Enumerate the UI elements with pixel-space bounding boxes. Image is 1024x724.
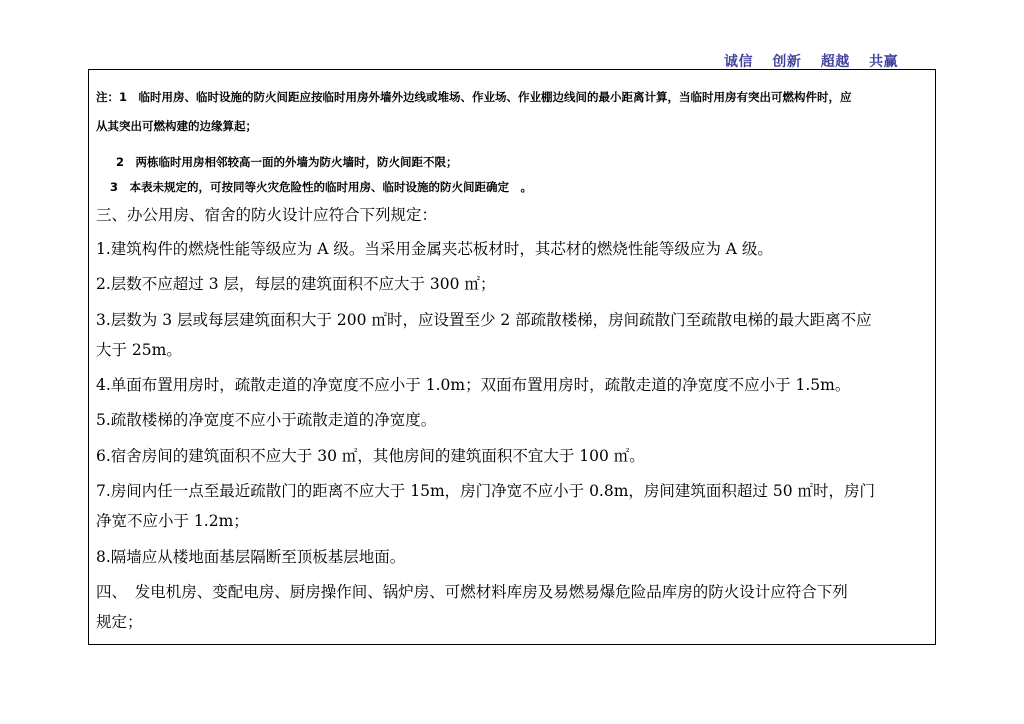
note-line-1: 注：1 临时用房、临时设施的防火间距应按临时用房外墙外边线或堆场、作业场、作业棚边线间的最小距离计算，当临时用房有突出可燃构件时，应 (96, 90, 852, 104)
company-motto (724, 51, 898, 71)
section-4-heading-line-2: 规定； (96, 613, 143, 631)
section-3-item-6: 6.宿舍房间的建筑面积不应大于 30 ㎡，其他房间的建筑面积不宜大于 100 ㎡。 (96, 447, 645, 465)
section-3-item-4: 4.单面布置用房时，疏散走道的净宽度不应小于 1.0m；双面布置用房时，疏散走道的净宽度不应小于 1.5m。 (96, 376, 851, 394)
section-3-item-3-line-2: 大于 25m。 (96, 341, 182, 359)
section-3-item-8: 8.隔墙应从楼地面基层隔断至顶板基层地面。 (96, 548, 406, 566)
note-line-3: 2 两栋临时用房相邻较高一面的外墙为防火墙时，防火间距不限； (116, 155, 458, 169)
section-3-item-1: 1.建筑构件的燃烧性能等级应为 A 级。当采用金属夹芯板材时，其芯材的燃烧性能等级应为 A 级。 (96, 240, 773, 258)
section-3-item-5: 5.疏散楼梯的净宽度不应小于疏散走道的净宽度。 (96, 411, 437, 429)
section-3-item-3-line-1: 3.层数为 3 层或每层建筑面积大于 200 ㎡时，应设置至少 2 部疏散楼梯，房间疏散门至疏散电梯的最大距离不应 (96, 311, 872, 329)
section-3-heading: 三、办公用房、宿舍的防火设计应符合下列规定： (96, 206, 438, 224)
motto-word: 超越 (820, 54, 850, 70)
section-4-heading-line-1: 四、 发电机房、变配电房、厨房操作间、锅炉房、可燃材料库房及易燃易爆危险品库房的防火设计应符合下列 (96, 583, 848, 601)
motto-word: 诚信 (724, 54, 753, 70)
section-3-item-7-line-1: 7.房间内任一点至最近疏散门的距离不应大于 15m，房门净宽不应小于 0.8m，房间建筑面积超过 50 ㎡时，房门 (96, 482, 875, 500)
section-3-item-7-line-2: 净宽不应小于 1.2m； (96, 512, 249, 530)
note-line-2: 从其突出可燃构建的边缘算起； (96, 119, 257, 133)
motto-word: 创新 (772, 54, 802, 70)
motto-word: 共赢 (869, 54, 899, 70)
note-line-4: 3 本表未规定的，可按同等火灾危险性的临时用房、临时设施的防火间距确定 。 (110, 180, 532, 194)
section-3-item-2: 2.层数不应超过 3 层，每层的建筑面积不应大于 300 ㎡； (96, 275, 496, 293)
